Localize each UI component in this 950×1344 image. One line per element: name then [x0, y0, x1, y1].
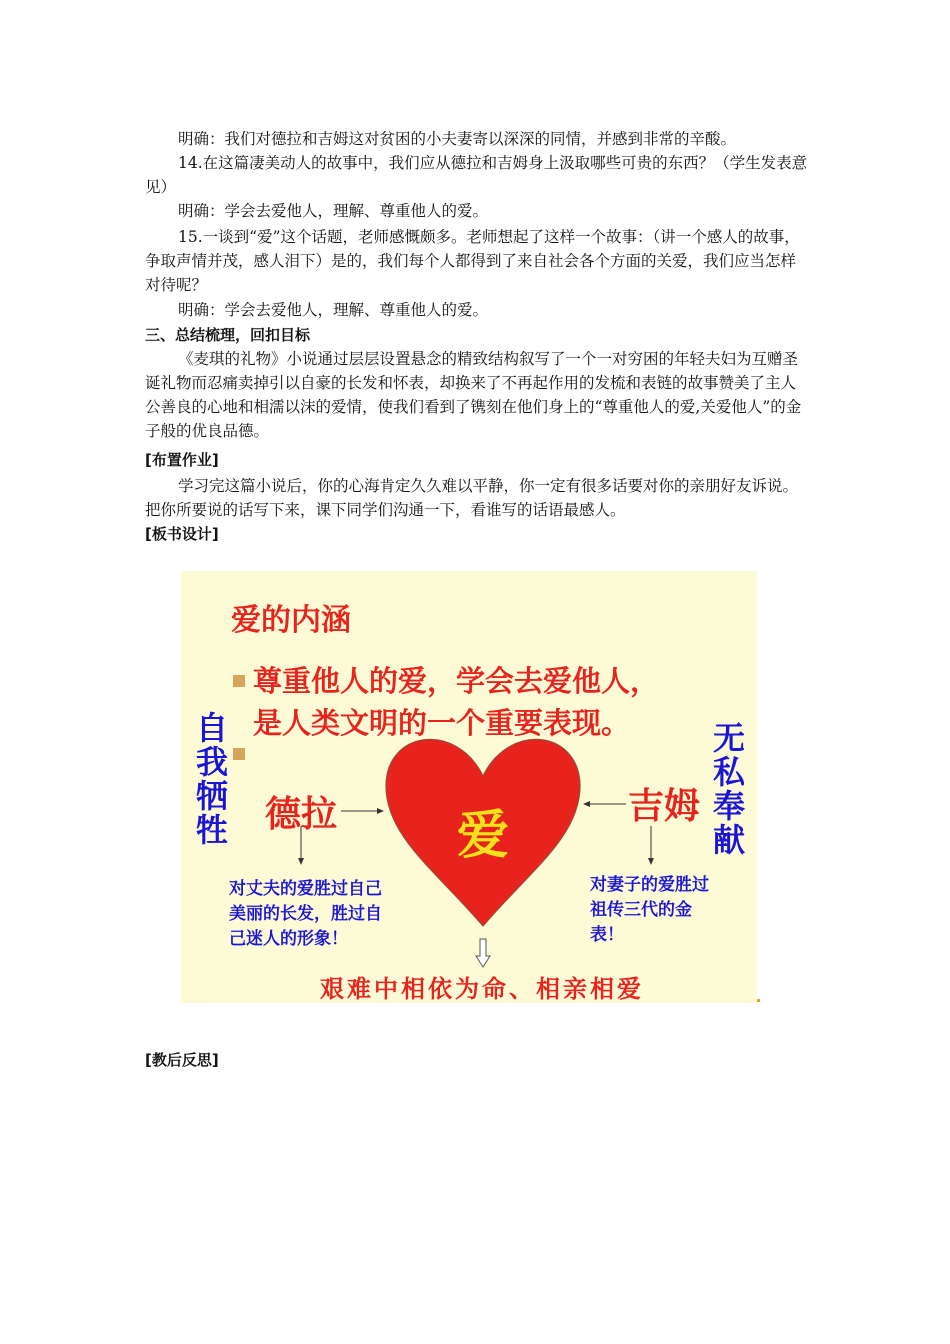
paragraph-1: 明确：我们对德拉和吉姆这对贫困的小夫妻寄以深深的同情，并感到非常的辛酸。: [178, 130, 737, 148]
paragraph-4: 15.一谈到“爱”这个话题，老师感慨颇多。老师想起了这样一个故事：（讲一个感人的故事，争取声情并茂，感人泪下）是的，我们每个人都得到了来自社会各个方面的关爱，我们应当怎样对待呢？: [145, 228, 800, 294]
della-note: 对丈夫的爱胜过自己美丽的长发，胜过自己迷人的形象！: [229, 879, 382, 949]
heart-text: 爱: [457, 806, 510, 866]
board-line-1: 尊重他人的爱，学会去爱他人，: [253, 664, 660, 698]
della-label: 德拉: [265, 794, 338, 835]
paragraph-2: 14.在这篇凄美动人的故事中，我们应从德拉和吉姆身上汲取哪些可贵的东西？（学生发表意见）: [145, 154, 808, 196]
board-line-2: 是人类文明的一个重要表现。: [253, 706, 631, 740]
paragraph-3: 明确：学会去爱他人，理解、尊重他人的爱。: [178, 202, 489, 220]
board-title: 爱的内涵: [231, 603, 351, 638]
homework-heading: [布置作业]: [145, 451, 219, 469]
paragraph-6: 《麦琪的礼物》小说通过层层设置悬念的精致结构叙写了一个一对穷困的年轻夫妇为互赠圣诞礼物而忍痛卖掉引以自豪的长发和怀表，却换来了不再起作用的发梳和表链的故事赞美了主人公善良的心地和相濡以沫的爱情，使我们看到了镌刻在他们身上的“尊重他人的爱,关爱他人”的金子般的优良品德。: [145, 350, 802, 440]
center-down-arrow: [476, 939, 490, 967]
bottom-banner: 艰难中相依为命、相亲相爱: [320, 975, 644, 1003]
jim-note: 对妻子的爱胜过祖传三代的金表！: [590, 875, 709, 945]
jim-label: 吉姆: [628, 786, 701, 827]
paragraph-7: 学习完这篇小说后，你的心海肯定久久难以平静，你一定有很多话要对你的亲朋好友诉说。把你所要说的话写下来，课下同学们沟通一下，看谁写的话语最感人。: [145, 477, 799, 519]
section-heading: 三、总结梳理，回扣目标: [145, 326, 311, 344]
right-vertical-text: 无私奉献: [708, 721, 746, 857]
board-design-image: [181, 571, 757, 1003]
board-heading: [板书设计]: [145, 525, 219, 543]
left-vertical-text: 自我牺牲: [191, 711, 229, 847]
reflection-heading: [教后反思]: [145, 1051, 219, 1069]
paragraph-5: 明确：学会去爱他人，理解、尊重他人的爱。: [178, 301, 489, 319]
decorative-dot: [757, 999, 760, 1002]
